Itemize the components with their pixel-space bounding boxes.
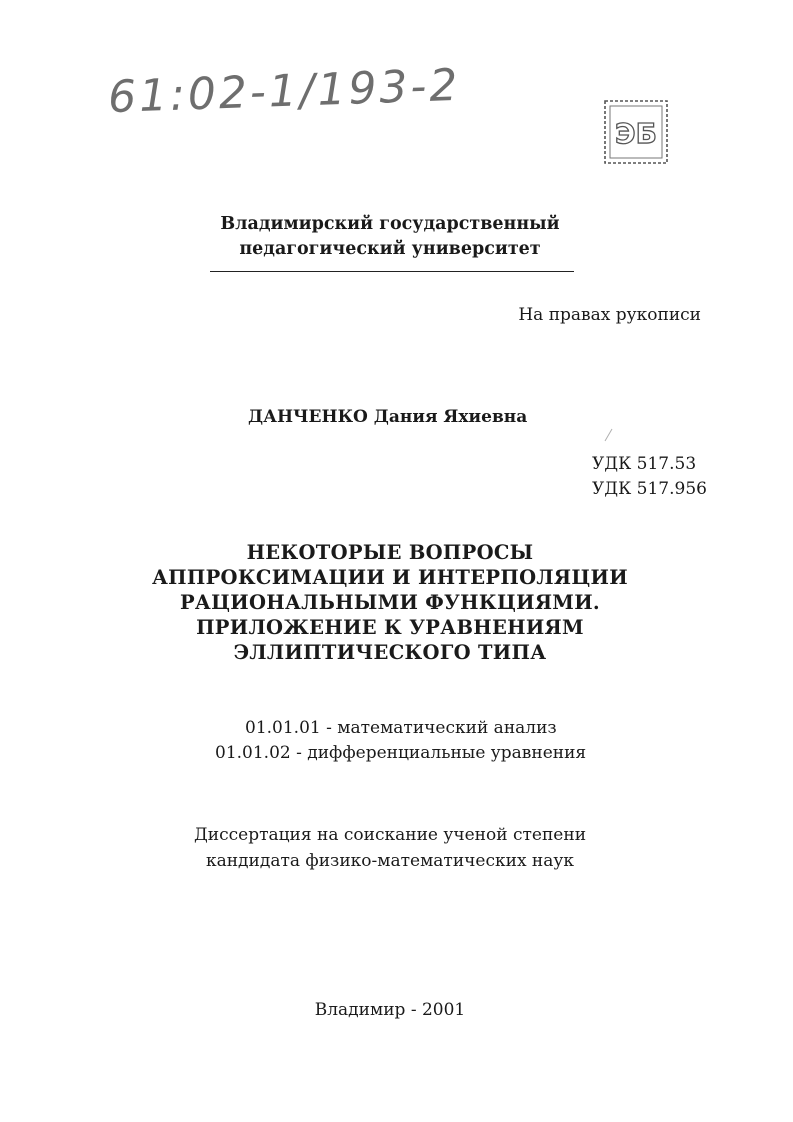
title-line: АППРОКСИМАЦИИ И ИНТЕРПОЛЯЦИИ	[151, 566, 629, 589]
stamp-icon	[603, 99, 669, 165]
specialty-codes	[215, 716, 586, 766]
handwritten-archive-code: 61:02-1/193-2	[107, 59, 462, 124]
udc-code: УДК 517.956	[592, 479, 707, 499]
university-underline	[210, 271, 574, 272]
specialty-line: 01.01.02 - дифференциальные уравнения	[215, 743, 587, 763]
city-year: Владимир - 2001	[314, 1000, 466, 1020]
title-line: НЕКОТОРЫЕ ВОПРОСЫ	[246, 541, 534, 564]
pencil-mark	[605, 429, 613, 442]
title-line: ПРИЛОЖЕНИЕ К УРАВНЕНИЯМ	[196, 616, 584, 639]
dissertation-title	[120, 540, 660, 665]
library-stamp	[603, 99, 669, 165]
university-line-1: Владимирский государственный	[220, 214, 560, 234]
degree-line-1: Диссертация на соискание ученой степени	[193, 825, 587, 845]
degree-statement	[150, 822, 630, 874]
udc-codes	[592, 452, 707, 502]
university-name	[150, 212, 630, 262]
rights-note: На правах рукописи	[518, 305, 701, 325]
stamp-text: ЭБ	[615, 117, 657, 150]
title-line: РАЦИОНАЛЬНЫМИ ФУНКЦИЯМИ.	[179, 591, 601, 614]
title-line: ЭЛЛИПТИЧЕСКОГО ТИПА	[233, 641, 547, 664]
university-line-2: педагогический университет	[239, 239, 541, 259]
degree-line-2: кандидата физико-математических наук	[205, 851, 575, 871]
specialty-line: 01.01.01 - математический анализ	[245, 718, 557, 738]
author-name: ДАНЧЕНКО Дания Яхиевна	[248, 407, 528, 427]
udc-code: УДК 517.53	[592, 454, 697, 474]
